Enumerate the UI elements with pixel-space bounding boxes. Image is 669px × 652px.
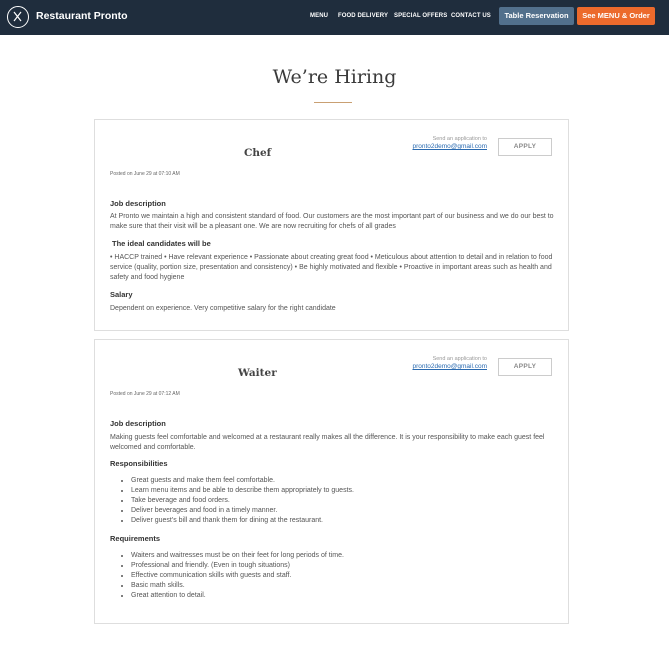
job-card-waiter — [94, 339, 569, 624]
job-description-heading: Job description — [110, 199, 166, 208]
restaurant-logo-icon[interactable] — [7, 6, 29, 28]
ideal-candidates-heading: The ideal candidates will be — [112, 239, 211, 248]
posted-date: Posted on June 29 at 07:10 AM — [110, 171, 180, 177]
list-item: • Professional and friendly. (Even in tough situations) — [131, 561, 549, 571]
application-email-link[interactable]: pronto2demo@gmail.com — [412, 143, 487, 150]
list-item: • Waiters and waitresses must be on their feet for long periods of time. — [131, 551, 549, 561]
job-description-text: Making guests feel comfortable and welcomed at a restaurant really makes all the difference. It is your responsibility to make each guest feel welcomed and comfortable. — [110, 434, 545, 451]
salary-text: Dependent on experience. Very competitive salary for the right candidate — [110, 305, 336, 312]
nav-food-delivery[interactable]: FOOD DELIVERY — [338, 13, 389, 19]
job-description-heading: Job description — [110, 419, 166, 428]
job-title: Waiter — [238, 367, 277, 379]
list-item: • Deliver beverages and food in a timely manner. — [131, 506, 549, 516]
list-item: • Great attention to detail. — [131, 591, 549, 601]
apply-button[interactable]: APPLY — [498, 138, 552, 156]
application-email-link[interactable]: pronto2demo@gmail.com — [412, 363, 487, 370]
table-reservation-button[interactable]: Table Reservation — [499, 7, 574, 25]
page-title: We’re Hiring — [272, 66, 397, 88]
nav-menu[interactable]: MENU — [310, 13, 329, 19]
see-menu-order-button[interactable]: See MENU & Order — [577, 7, 655, 25]
responsibilities-heading: Responsibilities — [110, 459, 168, 468]
list-item: • Effective communication skills with guests and staff. — [131, 571, 549, 581]
ideal-candidates-text: • HACCP trained • Have relevant experience • Passionate about creating great food • Meticulous about attention to detail and in relation to food service (quality, portion size, presentation and consistency) • Be highly motivated and flexible • Proactive in important areas such as health and safety and food hygiene — [110, 254, 553, 281]
posted-date: Posted on June 29 at 07:12 AM — [110, 391, 180, 397]
top-navigation-bar — [0, 0, 669, 35]
apply-button[interactable]: APPLY — [498, 358, 552, 376]
job-description-text: At Pronto we maintain a high and consistent standard of food. Our customers are the most important part of our business and we do our best to make sure that their visit will be a pleasant one. We are now recruiting for chefs of all grades — [110, 213, 554, 230]
requirements-heading: Requirements — [110, 534, 161, 543]
list-item: • Deliver guest's bill and thank them for dining at the restaurant. — [131, 516, 549, 526]
requirements-list — [119, 551, 549, 601]
send-application-label: Send an application to — [432, 356, 487, 362]
brand-name[interactable]: Restaurant Pronto — [36, 10, 128, 22]
nav-special-offers[interactable]: SPECIAL OFFERS — [394, 13, 448, 19]
title-divider — [314, 102, 352, 103]
list-item: • Basic math skills. — [131, 581, 549, 591]
salary-heading: Salary — [110, 290, 133, 299]
send-application-label: Send an application to — [432, 136, 487, 142]
job-title: Chef — [244, 147, 272, 159]
list-item: • Learn menu items and be able to describe them appropriately to guests. — [131, 486, 549, 496]
list-item: • Great guests and make them feel comfortable. — [131, 476, 549, 486]
list-item: • Take beverage and food orders. — [131, 496, 549, 506]
job-card-chef — [94, 119, 569, 331]
responsibilities-list — [119, 476, 549, 526]
nav-contact-us[interactable]: CONTACT US — [451, 13, 491, 19]
